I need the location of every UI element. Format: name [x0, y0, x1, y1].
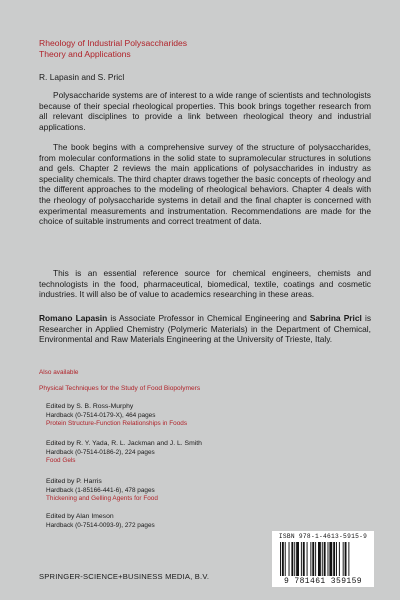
book-editor: Edited by R. Y. Yada, R. L. Jackman and J. L. Smith	[46, 440, 202, 447]
related-book	[46, 478, 376, 503]
book-hardback-info: Hardback (0-7514-0186-2), 224 pages	[46, 448, 155, 456]
book-title-line-1: Rheology of Industrial Polysaccharides	[39, 38, 188, 48]
author-bio	[39, 313, 371, 345]
related-book	[46, 440, 376, 465]
author-name-2: Sabrina Pricl	[309, 313, 362, 323]
related-book	[46, 513, 376, 530]
description-paragraph-1: Polysaccharide systems are of interest to a wide range of scientists and technologists because of their special rheological properties. This book brings together research from all relevant disciplines to provide a link between rheological theory and industrial applications.	[39, 90, 371, 132]
related-book	[46, 403, 376, 428]
book-title-entry: Protein Structure-Function Relationships in Foods	[46, 419, 188, 427]
book-hardback-info: Hardback (1-85166-441-6), 478 pages	[46, 486, 155, 494]
author-bio-text-2: is Researcher in Applied Chemistry (Polymeric Materials) in the Department of Chemical, Environmental and Raw Materials Engineering at the University of Trieste, Italy.	[39, 313, 372, 345]
barcode-digits: 9 781461 359159	[283, 577, 362, 586]
book-title	[39, 38, 369, 59]
book-hardback-info: Hardback (0-7514-0179-X), 464 pages	[46, 411, 156, 419]
book-editor: Edited by S. B. Ross-Murphy	[46, 403, 134, 410]
book-title-entry: Thickening and Gelling Agents for Food	[46, 494, 158, 502]
book-title-entry: Food Gels	[46, 456, 76, 464]
isbn-label: ISBN 978-1-4613-5915-9	[278, 533, 368, 540]
series-title: Physical Techniques for the Study of Food Biopolymers	[39, 385, 201, 392]
barcode-panel	[272, 531, 374, 587]
description-paragraph-3: This is an essential reference source for chemical engineers, chemists and technologists in the food, pharmaceutical, biomedical, textile, coatings and cosmetic industries. It will also be of value to academics researching in these areas.	[39, 268, 371, 300]
publisher-name: SPRINGER-SCIENCE+BUSINESS MEDIA, B.V.	[39, 572, 210, 581]
book-hardback-info: Hardback (0-7514-0093-9), 272 pages	[46, 521, 155, 529]
also-available-heading: Also available	[39, 369, 79, 376]
book-subtitle: Theory and Applications	[39, 48, 131, 59]
authors: R. Lapasin and S. Pricl	[39, 72, 125, 82]
description-paragraph-2: The book begins with a comprehensive survey of the structure of polysaccharides, from molecular conformations in the solid state to supramolecular structures in solutions and gels. Chapter 2 reviews the main applications of polysaccharides in industry as speciality chemicals. The third chapter draws together the basic concepts of rheology and the different approaches to the modeling of rheological behaviors. Chapter 4 deals with the rheology of polysaccharide systems in detail and the final chapter is concerned with experimental measurements and instrumentation. Recommendations are made for the choice of suitable instruments and correct treatment of data.	[39, 142, 371, 227]
book-editor: Edited by P. Harris	[46, 478, 102, 485]
author-name-1: Romano Lapasin	[39, 313, 108, 323]
book-editor: Edited by Alan Imeson	[46, 513, 114, 520]
author-bio-text-1: is Associate Professor in Chemical Engineering and	[107, 313, 310, 323]
barcode-icon	[280, 542, 372, 576]
